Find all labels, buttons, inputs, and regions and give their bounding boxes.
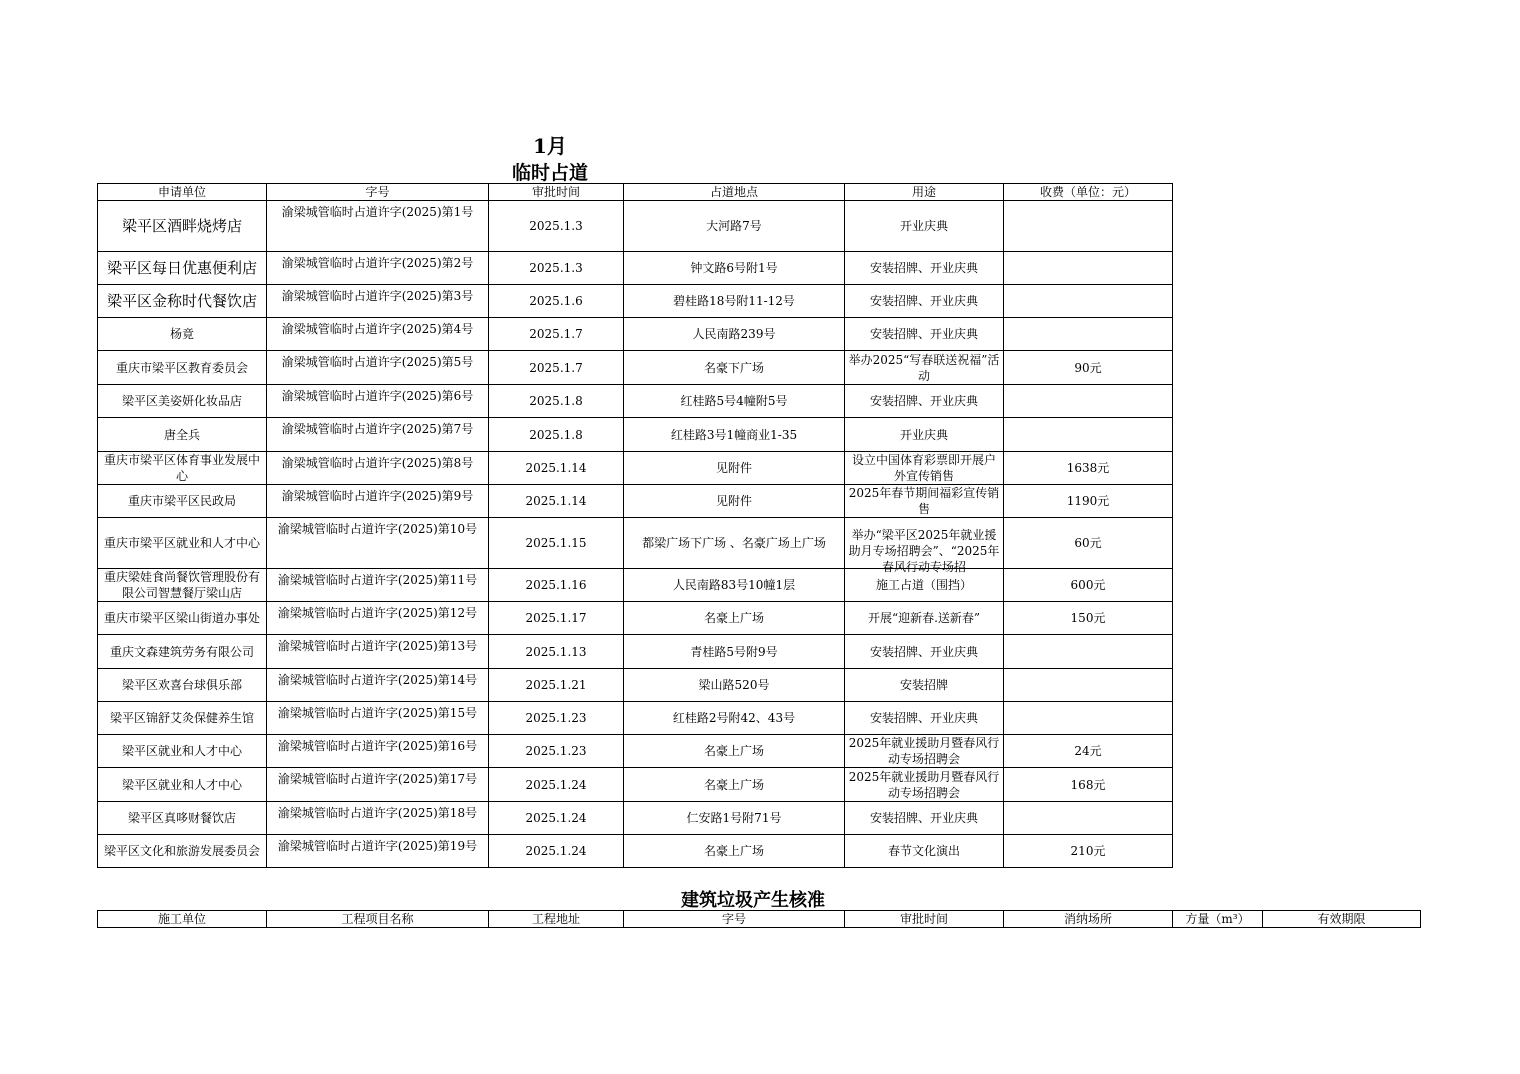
applicant-cell xyxy=(98,602,267,635)
purpose-cell-text: 举办2025“写春联送祝福”活动 xyxy=(848,352,1000,383)
location-cell xyxy=(624,518,845,569)
location-cell-text: 名豪上广场 xyxy=(703,777,764,792)
applicant-cell-text: 梁平区欢喜台球俱乐部 xyxy=(121,678,242,692)
location-cell xyxy=(624,418,845,452)
permit-number-cell xyxy=(267,518,489,569)
approval-date-cell-text: 2025.1.3 xyxy=(529,219,583,233)
purpose-cell-text: 安装招牌、开业庆典 xyxy=(869,644,978,659)
fee-cell xyxy=(1004,201,1173,252)
applicant-cell-text: 重庆梁娃食尚餐饮管理股份有限公司智慧餐厅梁山店 xyxy=(103,570,260,600)
temporary-road-use-table xyxy=(97,183,1173,868)
permit-number-cell-text: 渝梁城管临时占道许字(2025)第15号 xyxy=(277,706,478,720)
approval-date-cell xyxy=(489,735,624,768)
approval-date-cell-text: 2025.1.24 xyxy=(525,844,587,858)
permit-number-cell xyxy=(267,802,489,835)
purpose-cell-text: 2025年就业援助月暨春风行动专场招聘会 xyxy=(848,769,1000,800)
purpose-cell xyxy=(845,802,1004,835)
purpose-cell xyxy=(845,285,1004,318)
permit-number-cell-text: 渝梁城管临时占道许字(2025)第19号 xyxy=(277,839,478,853)
applicant-cell xyxy=(98,452,267,485)
fee-cell-text: 60元 xyxy=(1074,536,1102,550)
purpose-cell-text: 春节文化演出 xyxy=(887,844,960,858)
table-row xyxy=(98,418,1173,452)
approval-date-cell-text: 2025.1.16 xyxy=(525,578,587,592)
approval-date-cell xyxy=(489,569,624,602)
location-cell xyxy=(624,351,845,385)
permit-number-cell-text: 渝梁城管临时占道许字(2025)第9号 xyxy=(281,489,474,503)
approval-date-cell xyxy=(489,835,624,868)
fee-cell xyxy=(1004,635,1173,669)
applicant-cell-text: 重庆市梁平区体育事业发展中心 xyxy=(103,453,260,483)
location-cell-text: 碧桂路18号附11-12号 xyxy=(673,294,795,308)
approval-date-cell-text: 2025.1.6 xyxy=(529,294,583,308)
approval-date-cell xyxy=(489,351,624,385)
permit-number-cell xyxy=(267,635,489,669)
location-cell xyxy=(624,802,845,835)
purpose-cell xyxy=(845,252,1004,285)
permit-number-cell xyxy=(267,485,489,518)
applicant-cell xyxy=(98,569,267,602)
fee-cell xyxy=(1004,569,1173,602)
location-cell xyxy=(624,835,845,868)
location-cell-text: 见附件 xyxy=(715,461,752,475)
applicant-cell-text: 梁平区酒畔烧烤店 xyxy=(121,216,242,235)
applicant-cell xyxy=(98,351,267,385)
header-purpose: 用途 xyxy=(845,184,1004,201)
purpose-cell-text: 安装招牌、开业庆典 xyxy=(869,394,978,408)
location-cell xyxy=(624,201,845,252)
permit-number-cell-text: 渝梁城管临时占道许字(2025)第5号 xyxy=(281,355,474,369)
location-cell xyxy=(624,385,845,418)
applicant-cell-text: 重庆市梁平区梁山街道办事处 xyxy=(103,611,260,625)
location-cell-text: 大河路7号 xyxy=(706,219,762,233)
fee-cell xyxy=(1004,385,1173,418)
approval-date-cell xyxy=(489,602,624,635)
applicant-cell xyxy=(98,835,267,868)
applicant-cell-text: 梁平区真哆财餐饮店 xyxy=(127,811,236,825)
applicant-cell-text: 杨竟 xyxy=(169,327,194,341)
fee-cell xyxy=(1004,602,1173,635)
applicant-cell-text: 重庆文森建筑劳务有限公司 xyxy=(109,644,254,659)
approval-date-cell-text: 2025.1.14 xyxy=(525,461,587,475)
approval-date-cell-text: 2025.1.23 xyxy=(525,711,587,725)
table-row xyxy=(98,802,1173,835)
purpose-cell xyxy=(845,318,1004,351)
location-cell-text: 名豪上广场 xyxy=(703,611,764,625)
approval-date-cell xyxy=(489,318,624,351)
fee-cell-text: 1190元 xyxy=(1066,494,1110,508)
purpose-cell xyxy=(845,702,1004,735)
purpose-cell-text: 安装招牌、开业庆典 xyxy=(869,261,978,275)
permit-number-cell xyxy=(267,835,489,868)
table-row xyxy=(98,385,1173,418)
purpose-cell xyxy=(845,201,1004,252)
applicant-cell xyxy=(98,252,267,285)
purpose-cell-text: 安装招牌、开业庆典 xyxy=(869,294,978,308)
permit-number-cell xyxy=(267,569,489,602)
location-cell-text: 人民南路83号10幢1层 xyxy=(672,578,796,592)
approval-date-cell xyxy=(489,485,624,518)
purpose-cell-text: 2025年就业援助月暨春风行动专场招聘会 xyxy=(848,736,1000,766)
header-project-name: 工程项目名称 xyxy=(267,911,489,928)
header-volume: 方量（m³） xyxy=(1173,911,1263,928)
fee-cell xyxy=(1004,418,1173,452)
permit-number-cell-text: 渝梁城管临时占道许字(2025)第14号 xyxy=(277,673,478,687)
table-row xyxy=(98,702,1173,735)
permit-number-cell xyxy=(267,318,489,351)
applicant-cell xyxy=(98,735,267,768)
applicant-cell-text: 重庆市梁平区教育委员会 xyxy=(115,360,248,375)
applicant-cell xyxy=(98,702,267,735)
fee-cell-text: 600元 xyxy=(1070,578,1106,592)
approval-date-cell xyxy=(489,452,624,485)
fee-cell xyxy=(1004,351,1173,385)
applicant-cell xyxy=(98,285,267,318)
table-header-row xyxy=(98,911,1421,928)
applicant-cell-text: 梁平区每日优惠便利店 xyxy=(106,258,257,277)
fee-cell-text: 210元 xyxy=(1070,844,1106,858)
permit-number-cell-text: 渝梁城管临时占道许字(2025)第7号 xyxy=(281,422,474,436)
fee-cell xyxy=(1004,669,1173,702)
fee-cell xyxy=(1004,252,1173,285)
purpose-cell xyxy=(845,768,1004,802)
location-cell-text: 红桂路2号附42、43号 xyxy=(672,711,796,725)
applicant-cell-text: 梁平区就业和人才中心 xyxy=(121,777,242,792)
approval-date-cell xyxy=(489,518,624,569)
table-row xyxy=(98,835,1173,868)
table-row xyxy=(98,252,1173,285)
applicant-cell-text: 唐全兵 xyxy=(163,427,200,442)
applicant-cell xyxy=(98,485,267,518)
approval-date-cell xyxy=(489,669,624,702)
table-row xyxy=(98,351,1173,385)
applicant-cell xyxy=(98,318,267,351)
fee-cell xyxy=(1004,452,1173,485)
approval-date-cell-text: 2025.1.17 xyxy=(525,611,587,625)
location-cell xyxy=(624,252,845,285)
fee-cell-text: 1638元 xyxy=(1066,461,1110,475)
location-cell xyxy=(624,735,845,768)
location-cell xyxy=(624,485,845,518)
approval-date-cell xyxy=(489,252,624,285)
approval-date-cell-text: 2025.1.7 xyxy=(529,360,583,375)
location-cell xyxy=(624,635,845,669)
permit-number-cell-text: 渝梁城管临时占道许字(2025)第10号 xyxy=(277,522,478,536)
permit-number-cell-text: 渝梁城管临时占道许字(2025)第17号 xyxy=(277,772,478,786)
purpose-cell-text: 设立中国体育彩票即开展户外宣传销售 xyxy=(851,453,996,483)
table-row xyxy=(98,285,1173,318)
approval-date-cell-text: 2025.1.23 xyxy=(525,744,587,758)
permit-number-cell xyxy=(267,452,489,485)
location-cell-text: 名豪下广场 xyxy=(703,360,764,375)
table-row xyxy=(98,768,1173,802)
location-cell xyxy=(624,318,845,351)
applicant-cell-text: 梁平区文化和旅游发展委员会 xyxy=(103,844,260,858)
header-approval-date: 审批时间 xyxy=(845,911,1004,928)
permit-number-cell xyxy=(267,285,489,318)
approval-date-cell-text: 2025.1.3 xyxy=(529,261,583,275)
purpose-cell xyxy=(845,735,1004,768)
location-cell-text: 钟文路6号附1号 xyxy=(690,261,778,275)
purpose-cell-text: 安装招牌 xyxy=(899,678,948,692)
table-row xyxy=(98,735,1173,768)
fee-cell-text: 150元 xyxy=(1070,611,1106,625)
approval-date-cell-text: 2025.1.8 xyxy=(529,394,583,408)
purpose-cell xyxy=(845,602,1004,635)
approval-date-cell-text: 2025.1.14 xyxy=(525,494,587,508)
permit-number-cell-text: 渝梁城管临时占道许字(2025)第4号 xyxy=(281,322,474,336)
table-header-row xyxy=(98,184,1173,201)
permit-number-cell-text: 渝梁城管临时占道许字(2025)第13号 xyxy=(277,639,478,653)
location-cell xyxy=(624,452,845,485)
permit-number-cell-text: 渝梁城管临时占道许字(2025)第8号 xyxy=(281,456,474,470)
location-cell-text: 名豪上广场 xyxy=(703,744,764,758)
permit-number-cell-text: 渝梁城管临时占道许字(2025)第18号 xyxy=(277,806,478,820)
construction-waste-table xyxy=(97,910,1421,928)
purpose-cell xyxy=(845,669,1004,702)
table-row xyxy=(98,201,1173,252)
applicant-cell-text: 梁平区美姿妍化妆品店 xyxy=(121,394,242,408)
location-cell xyxy=(624,702,845,735)
table-row xyxy=(98,669,1173,702)
purpose-cell-text: 2025年春节期间福彩宣传销售 xyxy=(848,486,1000,516)
approval-date-cell-text: 2025.1.21 xyxy=(525,678,587,692)
permit-number-cell-text: 渝梁城管临时占道许字(2025)第3号 xyxy=(281,289,474,303)
purpose-cell-text: 安装招牌、开业庆典 xyxy=(869,327,978,341)
approval-date-cell-text: 2025.1.7 xyxy=(529,327,583,341)
approval-date-cell-text: 2025.1.24 xyxy=(525,811,587,825)
purpose-cell xyxy=(845,485,1004,518)
table-row xyxy=(98,635,1173,669)
header-permit-number: 字号 xyxy=(267,184,489,201)
fee-cell xyxy=(1004,518,1173,569)
permit-number-cell-text: 渝梁城管临时占道许字(2025)第16号 xyxy=(277,739,478,753)
applicant-cell-text: 梁平区就业和人才中心 xyxy=(121,744,242,758)
location-cell-text: 见附件 xyxy=(715,494,752,508)
fee-cell xyxy=(1004,802,1173,835)
fee-cell-text: 90元 xyxy=(1074,360,1102,375)
table-row xyxy=(98,602,1173,635)
permit-number-cell xyxy=(267,418,489,452)
approval-date-cell-text: 2025.1.13 xyxy=(525,644,587,659)
location-cell-text: 都梁广场下广场 、名豪广场上广场 xyxy=(642,536,826,550)
fee-cell xyxy=(1004,702,1173,735)
location-cell-text: 人民南路239号 xyxy=(692,327,776,341)
table-row xyxy=(98,518,1173,569)
location-cell-text: 梁山路520号 xyxy=(698,678,770,692)
permit-number-cell xyxy=(267,385,489,418)
purpose-cell-text: 施工占道（围挡） xyxy=(875,578,972,592)
applicant-cell-text: 重庆市梁平区民政局 xyxy=(127,494,236,508)
approval-date-cell xyxy=(489,635,624,669)
header-disposal-site: 消纳场所 xyxy=(1004,911,1173,928)
permit-number-cell xyxy=(267,201,489,252)
applicant-cell xyxy=(98,201,267,252)
header-applicant: 申请单位 xyxy=(98,184,267,201)
location-cell-text: 红桂路3号1幢商业1-35 xyxy=(670,427,798,442)
permit-number-cell xyxy=(267,702,489,735)
purpose-cell-text: 开业庆典 xyxy=(899,427,948,442)
permit-number-cell xyxy=(267,351,489,385)
applicant-cell-text: 梁平区金称时代餐饮店 xyxy=(106,291,257,310)
location-cell xyxy=(624,669,845,702)
applicant-cell xyxy=(98,669,267,702)
approval-date-cell xyxy=(489,385,624,418)
applicant-cell xyxy=(98,768,267,802)
header-permit-number: 字号 xyxy=(624,911,845,928)
approval-date-cell xyxy=(489,418,624,452)
permit-number-cell-text: 渝梁城管临时占道许字(2025)第6号 xyxy=(281,389,474,403)
location-cell-text: 名豪上广场 xyxy=(703,844,764,858)
fee-cell-text: 168元 xyxy=(1070,777,1106,792)
purpose-cell xyxy=(845,635,1004,669)
location-cell xyxy=(624,768,845,802)
permit-number-cell xyxy=(267,768,489,802)
purpose-cell xyxy=(845,518,1004,574)
permit-number-cell xyxy=(267,602,489,635)
fee-cell xyxy=(1004,835,1173,868)
approval-date-cell xyxy=(489,802,624,835)
purpose-cell xyxy=(845,835,1004,868)
approval-date-cell xyxy=(489,702,624,735)
applicant-cell xyxy=(98,635,267,669)
permit-number-cell xyxy=(267,669,489,702)
fee-cell xyxy=(1004,318,1173,351)
month-title: 1月 xyxy=(533,134,567,158)
purpose-cell-text: 开业庆典 xyxy=(899,219,948,233)
applicant-cell-text: 梁平区锦舒艾灸保健养生馆 xyxy=(109,711,254,725)
header-project-address: 工程地址 xyxy=(489,911,624,928)
permit-number-cell-text: 渝梁城管临时占道许字(2025)第11号 xyxy=(277,573,478,587)
applicant-cell xyxy=(98,418,267,452)
applicant-cell xyxy=(98,518,267,569)
section-title-construction-waste: 建筑垃圾产生核准 xyxy=(681,890,825,911)
purpose-cell-text: 开展“迎新春.送新春” xyxy=(867,611,981,625)
fee-cell xyxy=(1004,285,1173,318)
header-fee: 收费（单位：元） xyxy=(1004,184,1173,201)
location-cell-text: 红桂路5号4幢附5号 xyxy=(680,394,788,408)
applicant-cell xyxy=(98,385,267,418)
fee-cell-text: 24元 xyxy=(1074,744,1102,758)
purpose-cell xyxy=(845,385,1004,418)
approval-date-cell-text: 2025.1.15 xyxy=(525,536,587,550)
location-cell xyxy=(624,569,845,602)
permit-number-cell-text: 渝梁城管临时占道许字(2025)第2号 xyxy=(281,256,474,270)
location-cell-text: 青桂路5号附9号 xyxy=(690,644,778,659)
purpose-cell xyxy=(845,452,1004,485)
purpose-cell xyxy=(845,418,1004,452)
location-cell xyxy=(624,602,845,635)
header-location: 占道地点 xyxy=(624,184,845,201)
permit-number-cell xyxy=(267,735,489,768)
approval-date-cell xyxy=(489,285,624,318)
location-cell xyxy=(624,285,845,318)
applicant-cell-text: 重庆市梁平区就业和人才中心 xyxy=(103,536,260,550)
approval-date-cell xyxy=(489,201,624,252)
purpose-cell xyxy=(845,351,1004,385)
table-row xyxy=(98,485,1173,518)
location-cell-text: 仁安路1号附71号 xyxy=(686,811,782,825)
applicant-cell xyxy=(98,802,267,835)
purpose-cell-text: 安装招牌、开业庆典 xyxy=(869,711,978,725)
permit-number-cell-text: 渝梁城管临时占道许字(2025)第1号 xyxy=(281,205,474,219)
approval-date-cell xyxy=(489,768,624,802)
section-title-temporary-road-use: 临时占道 xyxy=(512,162,589,184)
purpose-cell-text: 举办“梁平区2025年就业援助月专场招聘会”、“2025年春风行动专场招 xyxy=(848,528,1000,574)
purpose-cell-text: 安装招牌、开业庆典 xyxy=(869,811,978,825)
permit-number-cell xyxy=(267,252,489,285)
header-contractor: 施工单位 xyxy=(98,911,267,928)
fee-cell xyxy=(1004,768,1173,802)
header-approval-date: 审批时间 xyxy=(489,184,624,201)
approval-date-cell-text: 2025.1.8 xyxy=(529,427,583,442)
table-row xyxy=(98,452,1173,485)
permit-number-cell-text: 渝梁城管临时占道许字(2025)第12号 xyxy=(277,606,478,620)
fee-cell xyxy=(1004,735,1173,768)
approval-date-cell-text: 2025.1.24 xyxy=(525,777,587,792)
table-row xyxy=(98,318,1173,351)
header-validity: 有效期限 xyxy=(1263,911,1421,928)
fee-cell xyxy=(1004,485,1173,518)
table-row xyxy=(98,569,1173,602)
